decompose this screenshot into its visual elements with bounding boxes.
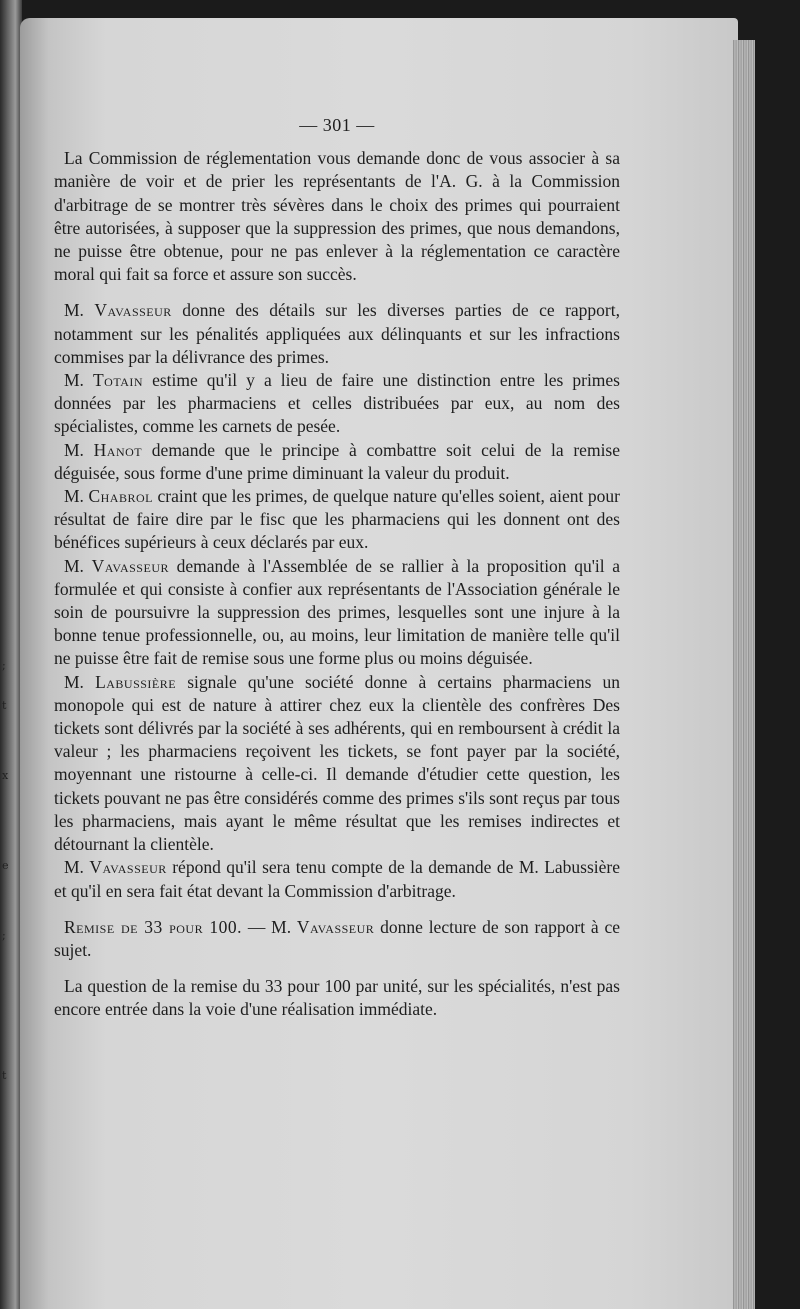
left-margin-mark: t: [2, 699, 7, 712]
speaker-name: Vavasseur: [94, 300, 172, 321]
speaker-name: Vavasseur: [89, 857, 167, 878]
paragraph-hanot: M. Hanot demande que le principe à combattre soit celui de la remise déguisée, sous forme d'une prime diminuant la valeur du produit.: [54, 439, 621, 483]
left-margin-mark: ;: [2, 929, 6, 942]
speaker-name: Hanot: [93, 439, 143, 460]
paragraph-remise-question: La question de la remise du 33 pour 100 par unité, sur les spécialités, n'est pas encore entrée dans la voie d'une réalisation immédiate.: [54, 976, 620, 1020]
page-text: [54, 114, 620, 1022]
paragraph-vavasseur-reply: M. Vavasseur répond qu'il sera tenu compte de la demande de M. Labussière et qu'il en sera fait état devant la Commission d'arbitrage.: [54, 857, 620, 901]
paragraph-vavasseur-proposition: M. Vavasseur demande à l'Assemblée de se rallier à la proposition qu'il a formulée et qui consiste à confier aux représentants de l'Association générale le soin de poursuivre la suppression des primes, lesquelles sont une injure à la bonne tenue professionnelle, ou, au moins, leur limitation de manière telle qu'il ne puisse être fait de remise sous une forme plus ou moins déguisée.: [54, 555, 620, 669]
paragraph-commission: La Commission de réglementation vous demande donc de vous associer à sa manière de voir et de prier les représentants de l'A. G. à la Commission d'arbitrage de se montrer très sévères dans le choix des primes qui pourraient être autorisées, à supposer que la suppression des primes, que nous demandons, ne puisse être obtenue, pour ne pas enlever à la réglementation ce caractère moral qui fait sa force et assure son succès.: [54, 148, 620, 285]
paragraph-totain: M. Totain estime qu'il y a lieu de faire une distinction entre les primes données par les pharmaciens et celles distribuées par eux, au nom des spécialistes, comme les carnets de pesée.: [54, 370, 620, 437]
left-margin-mark: e: [2, 859, 9, 872]
left-margin-mark: t: [2, 1069, 7, 1082]
paragraph-labussiere: M. Labussière signale qu'une société donne à certains pharmaciens un monopole qui est de nature à attirer chez eux la clientèle des confrères Des tickets sont délivrés par la société à ses adhérents, qui en remboursent à crédit la valeur ; les pharmaciens reçoivent les tickets, se font payer par la société, moyennant une ristourne à celle-ci. Il demande d'étudier cette question, les tickets pouvant ne pas être considérés comme des primes s'ils sont reçus par tous les pharmaciens, mais ayant le même résultat que les remises indirectes et détournant la clientèle.: [54, 671, 620, 855]
speaker-name: Labussière: [95, 671, 177, 692]
paragraph-vavasseur-details: M. Vavasseur donne des détails sur les diverses parties de ce rapport, notamment sur les pénalités appliquées aux délinquants et sur les infractions commises par la délivrance des primes.: [54, 300, 620, 367]
page-stack-edge: [733, 40, 755, 1309]
left-page-edge: [0, 0, 22, 1309]
page-number: — 301 —: [299, 115, 375, 135]
speaker-name: Totain: [92, 370, 144, 391]
section-heading: Remise de 33 pour 100.: [64, 916, 243, 937]
left-margin-mark: ;: [2, 659, 6, 672]
speaker-name: Vavasseur: [91, 555, 169, 576]
paragraph-chabrol: M. Chabrol craint que les primes, de quelque nature qu'elles soient, aient pour résultat de faire dire par le fisc que les pharmaciens qui les donnent ont des bénéfices supérieurs à ceux déclarés par eux.: [54, 486, 620, 553]
paragraph-remise-heading: Remise de 33 pour 100. — M. Vavasseur donne lecture de son rapport à ce sujet.: [54, 916, 621, 960]
speaker-name: Vavasseur: [296, 916, 375, 937]
speaker-name: Chabrol: [88, 486, 153, 507]
left-margin-mark: x: [2, 769, 9, 782]
